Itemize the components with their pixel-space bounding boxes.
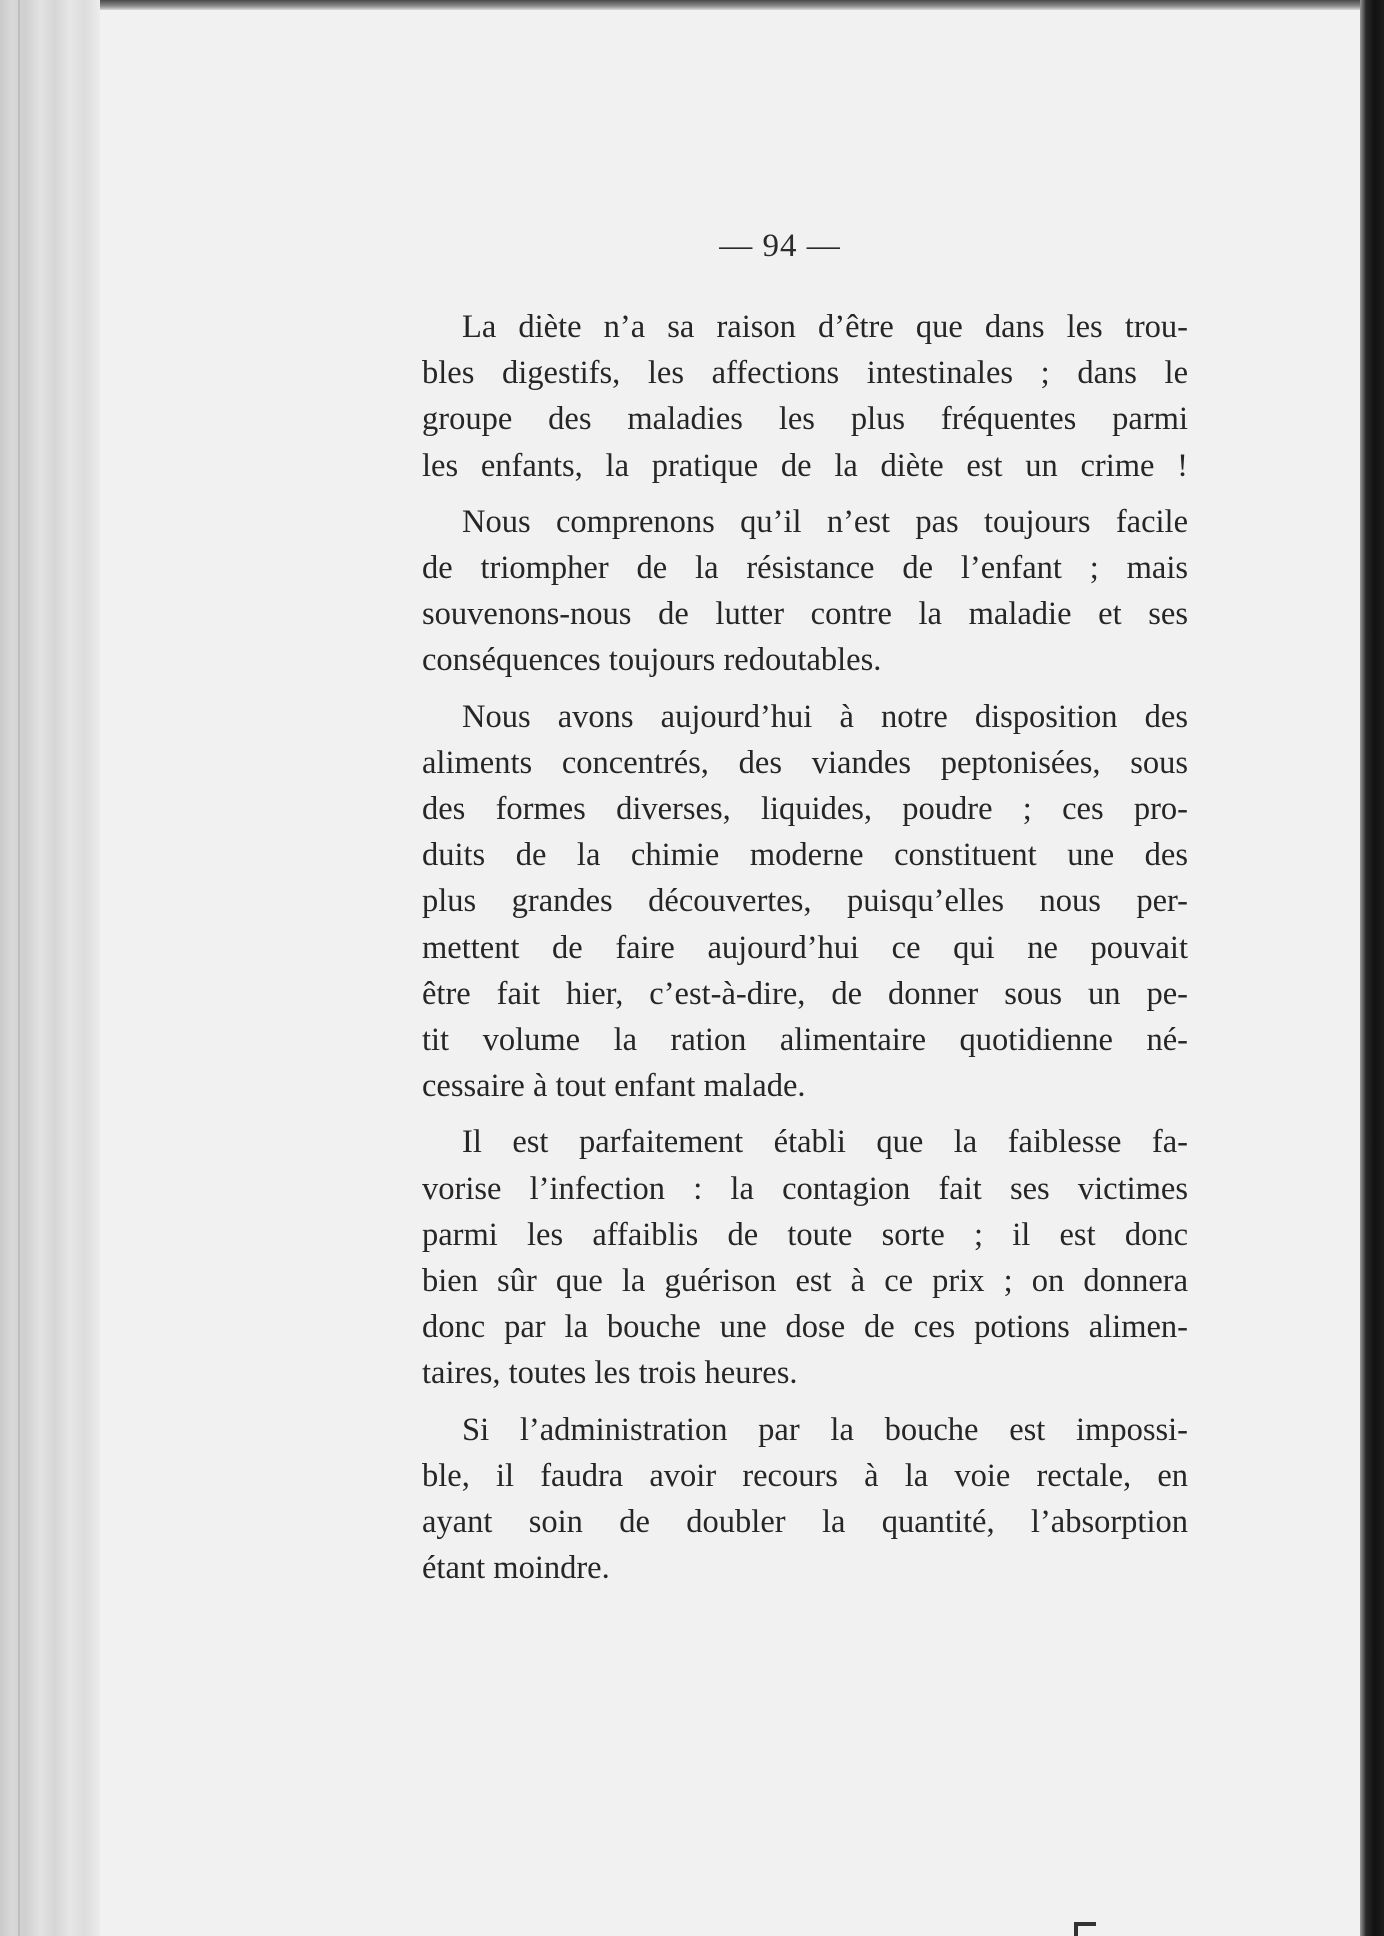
text-line: bien sûr que la guérison est à ce prix ; on donnera <box>422 1263 1188 1300</box>
text-line: parmi les affaiblis de toute sorte ; il est donc <box>422 1216 1188 1253</box>
text-line: donc par la bouche une dose de ces potions alimen- <box>422 1309 1188 1346</box>
text-line: tit volume la ration alimentaire quotidienne né- <box>422 1022 1188 1059</box>
text-line: Il est parfaitement établi que la faiblesse fa- <box>462 1124 1188 1161</box>
paragraph <box>382 1407 1188 1592</box>
text-line: Nous comprenons qu’il n’est pas toujours facile <box>462 503 1188 540</box>
text-line: duits de la chimie moderne constituent une des <box>422 837 1188 874</box>
body-text <box>382 304 1188 1601</box>
paragraph <box>382 1119 1188 1396</box>
text-line: cessaire à tout enfant malade. <box>422 1068 806 1105</box>
text-line: ayant soin de doubler la quantité, l’absorption <box>422 1504 1188 1541</box>
text-line: La diète n’a sa raison d’être que dans les trou- <box>462 309 1188 345</box>
scan-top-edge <box>0 0 1384 10</box>
paragraph <box>382 694 1188 1110</box>
book-binding-edge <box>0 0 100 1936</box>
page-number: — 94 — <box>719 228 841 264</box>
text-line: ble, il faudra avoir recours à la voie rectale, en <box>422 1457 1188 1494</box>
text-line: vorise l’infection : la contagion fait ses victimes <box>422 1170 1188 1207</box>
text-line: plus grandes découvertes, puisqu’elles nous per- <box>422 883 1188 920</box>
text-line: mettent de faire aujourd’hui ce qui ne pouvait <box>422 929 1188 966</box>
text-line: les enfants, la pratique de la diète est un crime ! <box>422 447 1188 484</box>
text-line: groupe des maladies les plus fréquentes parmi <box>422 401 1188 438</box>
paragraph <box>382 499 1188 684</box>
text-line: Nous avons aujourd’hui à notre disposition des <box>462 698 1188 735</box>
text-line: des formes diverses, liquides, poudre ; ces pro- <box>422 791 1188 828</box>
text-line: être fait hier, c’est-à-dire, de donner sous un pe- <box>422 975 1188 1012</box>
text-line: Si l’administration par la bouche est impossi- <box>462 1411 1188 1448</box>
text-line: de triompher de la résistance de l’enfant ; mais <box>422 550 1188 587</box>
text-line: bles digestifs, les affections intestinales ; dans le <box>422 355 1188 392</box>
text-line: souvenons-nous de lutter contre la maladie et ses <box>422 596 1188 633</box>
scan-corner-mark <box>1074 1922 1096 1936</box>
text-line: taires, toutes les trois heures. <box>422 1355 798 1392</box>
text-line: conséquences toujours redoutables. <box>422 642 882 679</box>
scan-right-border <box>1360 0 1384 1936</box>
text-line: aliments concentrés, des viandes peptonisées, sous <box>422 744 1188 781</box>
text-line: étant moindre. <box>422 1550 610 1587</box>
paragraph <box>382 304 1188 489</box>
